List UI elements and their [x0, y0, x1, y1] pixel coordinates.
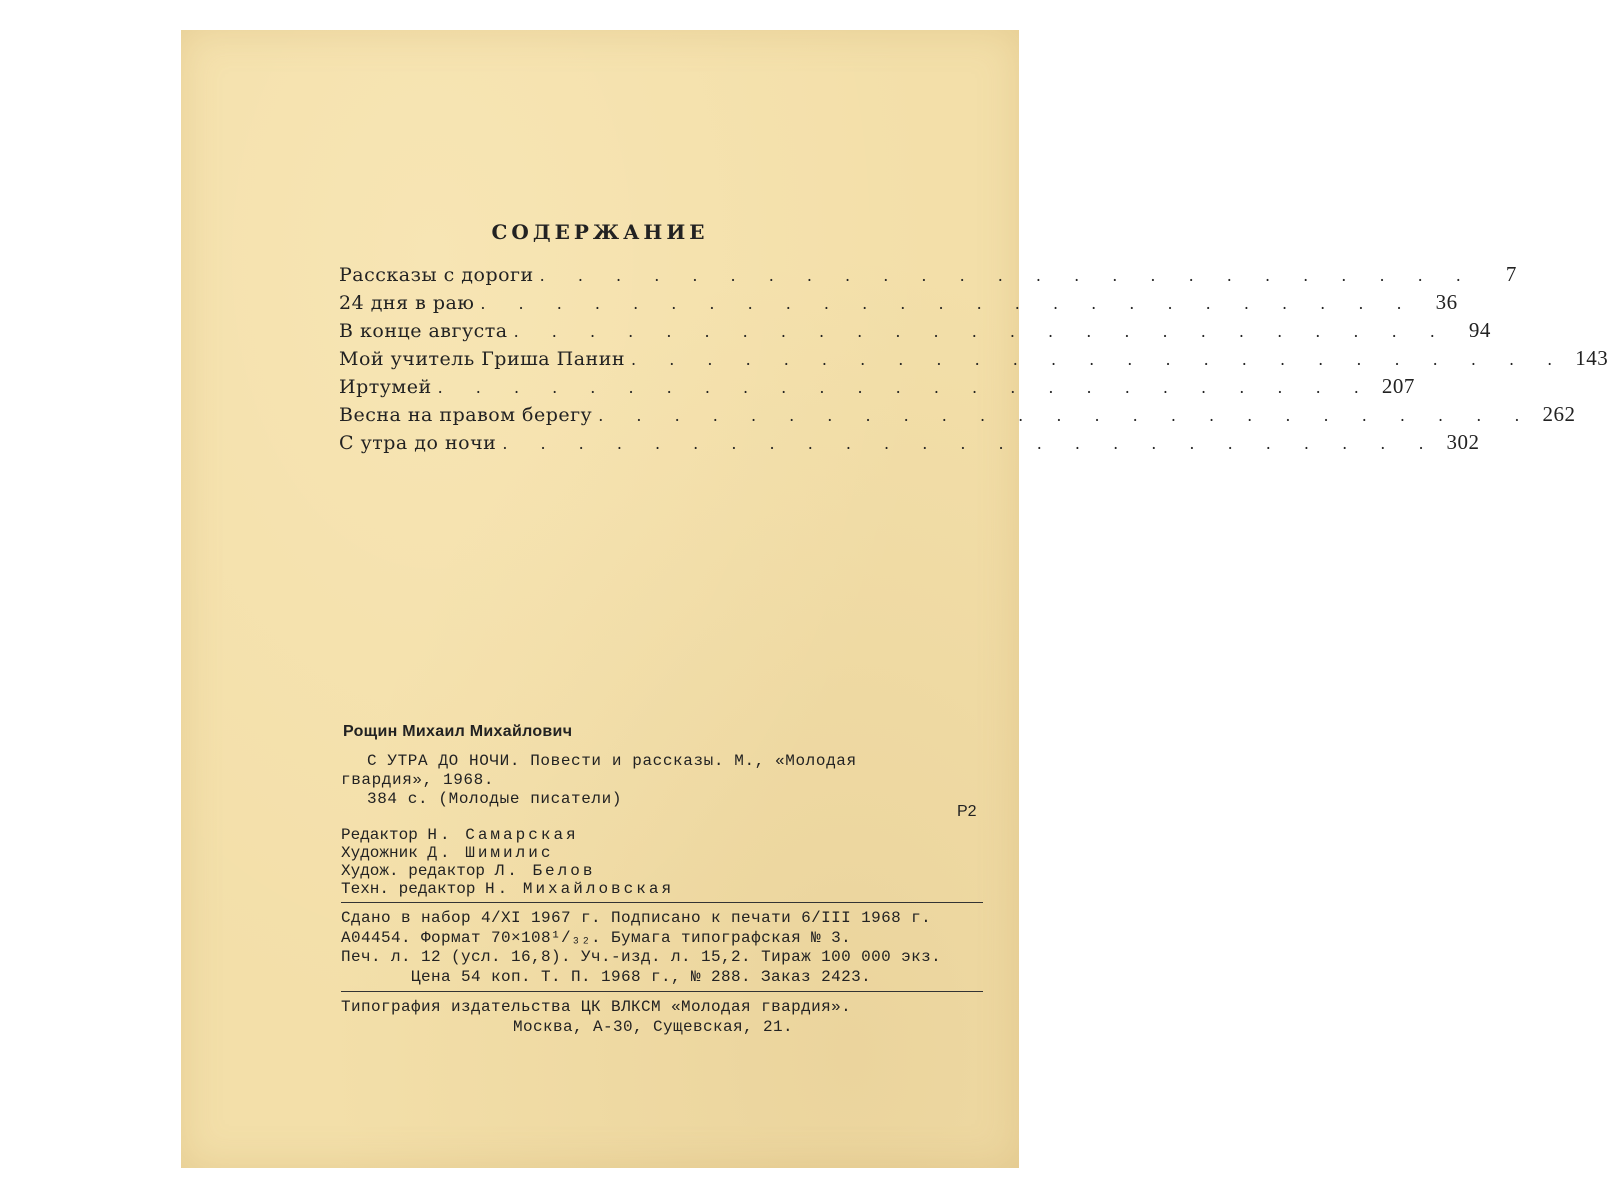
- toc-entry: [339, 430, 1480, 458]
- staff-role: Художник: [341, 844, 418, 862]
- staff-credits: [341, 826, 674, 898]
- description-line: гвардия», 1968.: [341, 771, 495, 789]
- toc-entry-page: 7: [1505, 262, 1517, 286]
- toc-entry-title: В конце августа: [339, 320, 508, 342]
- toc-entry-page: 143: [1575, 346, 1608, 370]
- divider: [341, 991, 983, 992]
- bibliographic-description: [341, 752, 981, 809]
- staff-line: [341, 826, 674, 844]
- staff-name: Н. Михайловская: [485, 880, 675, 898]
- author-name: Рощин Михаил Михайлович: [343, 723, 573, 740]
- toc-entry-page: 207: [1381, 374, 1415, 398]
- imprint-line: Сдано в набор 4/XI 1967 г. Подписано к печати 6/III 1968 г.: [341, 909, 932, 927]
- staff-line: [341, 844, 674, 862]
- classification-code: Р2: [957, 803, 977, 820]
- toc-leader-dots: . . . . . . . . . . . . . . . . . . . . . . . . .: [539, 266, 1475, 285]
- toc-list: [339, 262, 1608, 458]
- printer-line: Типография издательства ЦК ВЛКСМ «Молодая гвардия».: [341, 998, 852, 1016]
- imprint-line: А04454. Формат 70×108¹/₃₂. Бумага типографская № 3.: [341, 928, 852, 947]
- staff-line: [341, 880, 674, 898]
- description-line: 384 с. (Молодые писатели): [367, 790, 623, 808]
- toc-leader-dots: . . . . . . . . . . . . . . . . . . . . . . . . .: [513, 322, 1449, 341]
- printer-info: [341, 998, 985, 1037]
- print-details: [341, 909, 985, 987]
- toc-leader-dots: . . . . . . . . . . . . . . . . . . . . . . . . .: [502, 434, 1438, 453]
- toc-entry-title: Рассказы с дороги: [339, 264, 534, 286]
- toc-leader-dots: . . . . . . . . . . . . . . . . . . . . . . . . .: [598, 406, 1534, 425]
- imprint-line: Цена 54 коп. Т. П. 1968 г., № 288. Заказ 2423.: [411, 967, 872, 986]
- toc-entry: [339, 290, 1458, 318]
- description-line: С УТРА ДО НОЧИ. Повести и рассказы. М., «Молодая: [367, 752, 857, 770]
- staff-role: Худож. редактор: [341, 862, 486, 880]
- toc-entry-title: 24 дня в раю: [339, 292, 475, 314]
- staff-name: Д. Шимилис: [427, 844, 554, 862]
- staff-name: Л. Белов: [494, 862, 596, 880]
- staff-role: Техн. редактор: [341, 880, 476, 898]
- toc-entry: [339, 402, 1576, 430]
- toc-entry-title: Мой учитель Гриша Панин: [339, 348, 626, 370]
- imprint-line: Печ. л. 12 (усл. 16,8). Уч.-изд. л. 15,2. Тираж 100 000 экз.: [341, 948, 942, 966]
- printer-line: Москва, А-30, Сущевская, 21.: [513, 1017, 794, 1036]
- toc-entry-title: С утра до ночи: [339, 432, 497, 454]
- staff-role: Редактор: [341, 826, 418, 844]
- book-page: [181, 30, 1608, 1168]
- toc-leader-dots: . . . . . . . . . . . . . . . . . . . . . . . . .: [631, 350, 1567, 369]
- toc-entry: [339, 346, 1608, 374]
- toc-leader-dots: . . . . . . . . . . . . . . . . . . . . . . . . .: [480, 294, 1416, 313]
- toc-entry: [339, 262, 1517, 290]
- toc-entry-page: 262: [1542, 402, 1576, 426]
- toc-entry-title: Весна на правом берегу: [339, 404, 593, 426]
- toc-entry-page: 94: [1468, 318, 1491, 342]
- staff-line: [341, 862, 674, 880]
- staff-name: Н. Самарская: [427, 826, 579, 844]
- toc-entry-page: 302: [1446, 430, 1480, 454]
- toc-entry: [339, 374, 1415, 402]
- toc-heading: СОДЕРЖАНИЕ: [491, 220, 709, 244]
- toc-entry-page: 36: [1435, 290, 1458, 314]
- toc-entry: [339, 318, 1491, 346]
- toc-entry-title: Иртумей: [339, 376, 432, 398]
- divider: [341, 902, 983, 903]
- toc-leader-dots: . . . . . . . . . . . . . . . . . . . . . . . . .: [437, 378, 1373, 397]
